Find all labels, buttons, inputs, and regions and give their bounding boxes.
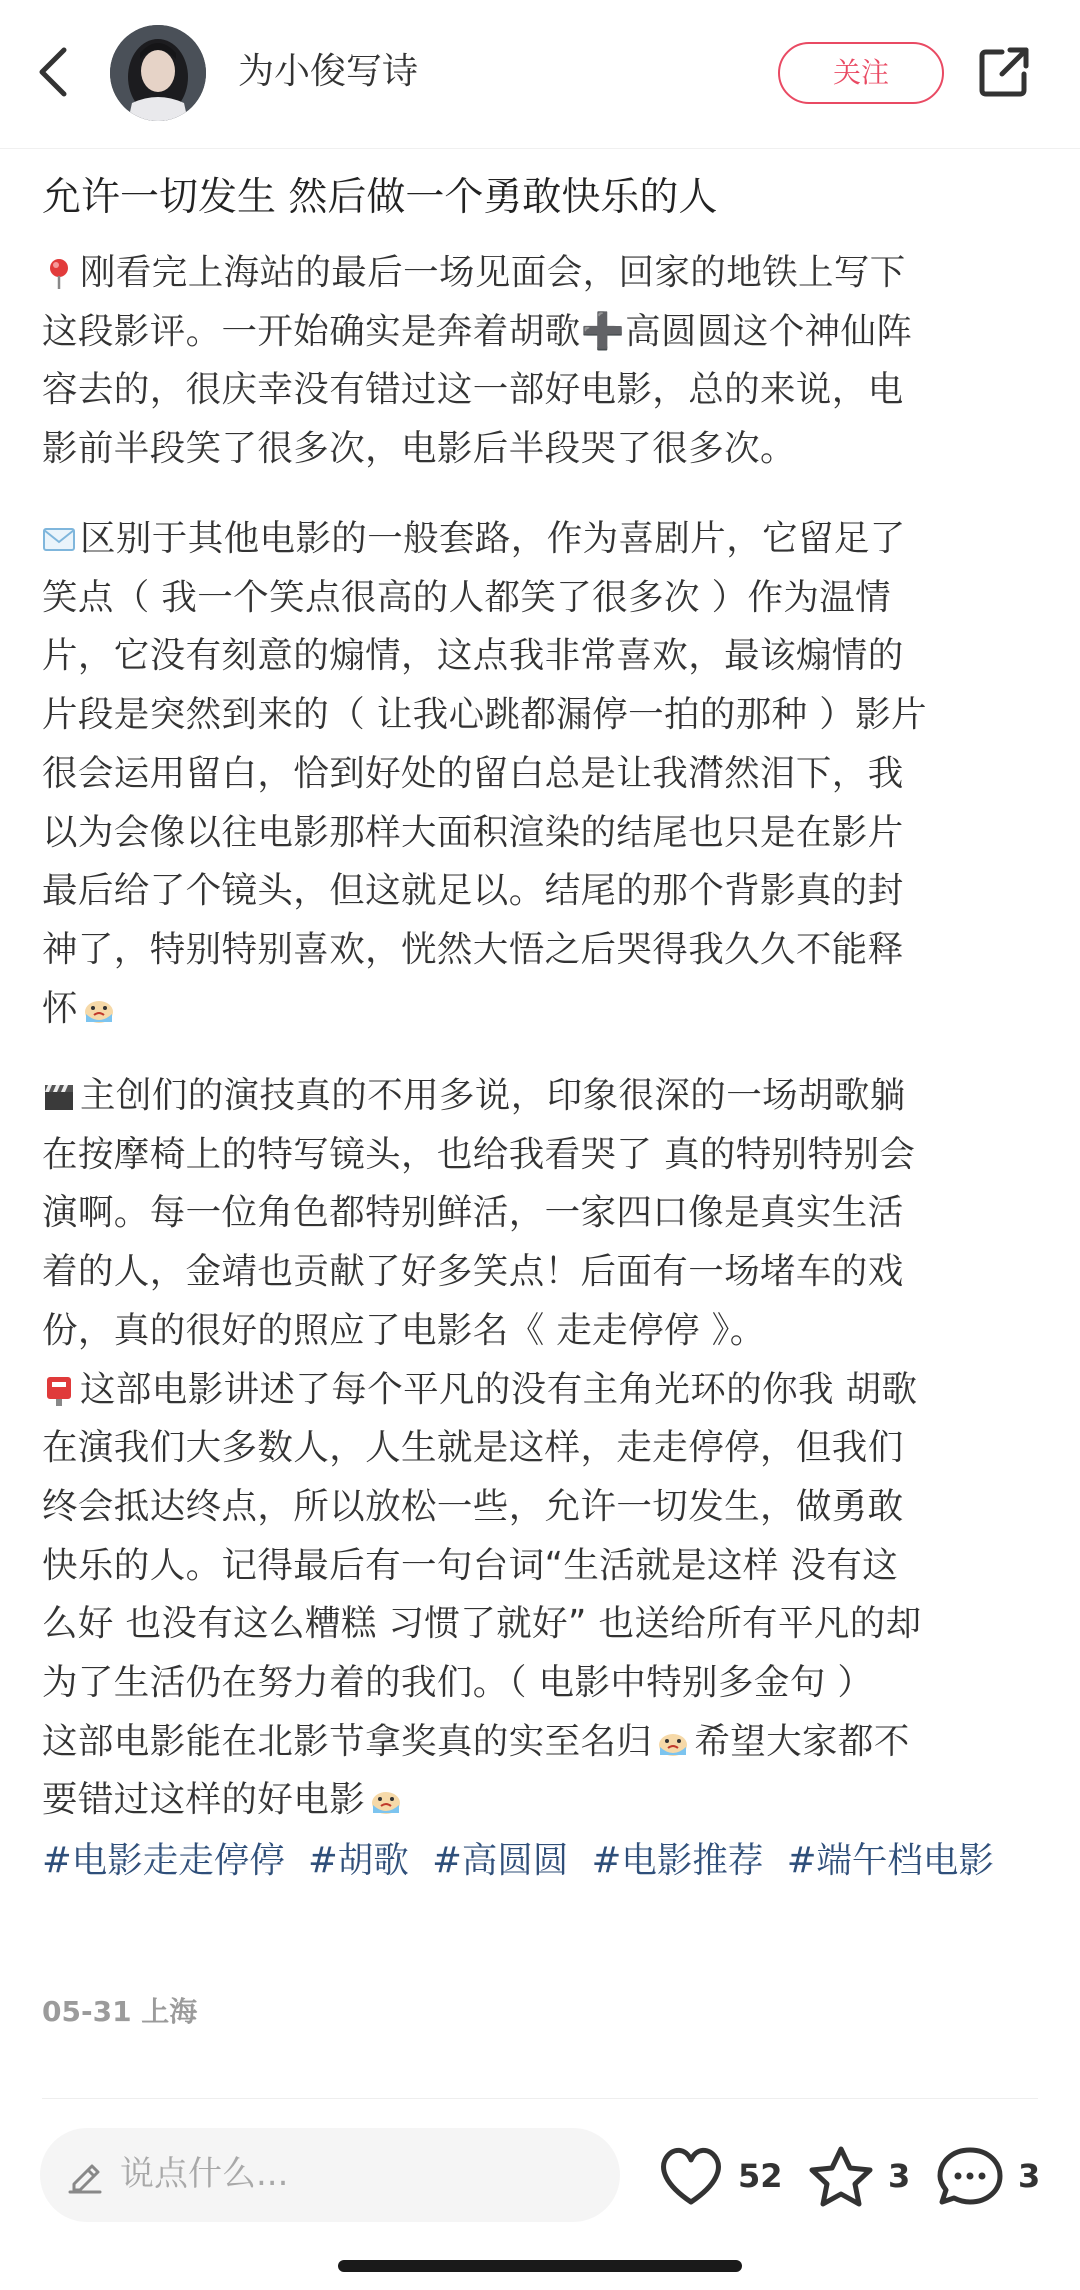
hashtag-link[interactable]: #胡歌: [308, 1840, 409, 1881]
post-paragraph: [42, 1067, 1042, 1830]
comment-count: 3: [1018, 2157, 1041, 2195]
comment-button[interactable]: [934, 2140, 1044, 2212]
home-indicator: [338, 2260, 742, 2272]
crying-emoji-icon: [369, 1777, 403, 1811]
comment-bubble-icon: [934, 2144, 1006, 2208]
clapper-emoji-icon: [42, 1073, 76, 1107]
star-icon: [806, 2144, 876, 2208]
divider: [42, 2098, 1038, 2099]
envelope-emoji-icon: [42, 516, 76, 550]
pin-emoji-icon: [42, 250, 76, 284]
hashtag-link[interactable]: #电影推荐: [591, 1840, 764, 1881]
comment-placeholder: 说点什么...: [120, 2154, 289, 2194]
hashtag-link[interactable]: #电影走走停停: [42, 1840, 285, 1881]
paragraph-text: 刚看完上海站的最后一场见面会，回家的地铁上写下 这段影评。一开始确实是奔着胡歌➕高圆圆这个神仙阵 容去的，很庆幸没有错过这一部好电影，总的来说，电 影前半段笑了很多次，电影后半段哭了很多次。: [42, 252, 913, 470]
follow-button[interactable]: 关注: [778, 42, 944, 104]
tag-list: [42, 1832, 1042, 1891]
hashtag-link[interactable]: #高圆圆: [432, 1840, 569, 1881]
back-arrow-icon[interactable]: [30, 44, 80, 100]
mailbox-emoji-icon: [42, 1367, 76, 1401]
crying-emoji-icon: [656, 1719, 690, 1753]
paragraph-text: 这部电影讲述了每个平凡的没有主角光环的你我 胡歌 在演我们大多数人，人生就是这样，走走停停，但我们 终会抵达终点，所以放松一些，允许一切发生，做勇敢 快乐的人。记得最后有一句台词“生活就是这样 没有这 么好 也没有这么糟糕 习惯了就好” 也送给所有平凡的却 为了生活仍在努力着的我们。（ 电影中特别多金句 ） 这部电影能在北影节拿奖真的实至名归: [42, 1368, 922, 1762]
top-navigation-bar: [0, 0, 1080, 149]
collect-button[interactable]: [806, 2140, 916, 2212]
paragraph-text: 区别于其他电影的一般套路，作为喜剧片，它留足了 笑点（ 我一个笑点很高的人都笑了很多次 ）作为温情 片，它没有刻意的煽情，这点我非常喜欢，最该煽情的 片段是突然到来的（ 让我心跳都漏停一拍的那种 ）影片 很会运用留白，恰到好处的留白总是让我潸然泪下，我 以为会像以往电影那样大面积渲染的结尾也只是在影片 最后给了个镜头，但这就足以。结尾的那个背影真的封 神了，特别特别喜欢，恍然大悟之后哭得我久久不能释 怀: [42, 518, 927, 1029]
crying-emoji-icon: [82, 986, 116, 1020]
pencil-icon: [66, 2156, 104, 2194]
post-paragraph: [42, 244, 1042, 479]
paragraph-text: 主创们的演技真的不用多说，印象很深的一场胡歌躺 在按摩椅上的特写镜头，也给我看哭了 真的特别特别会 演啊。每一位角色都特别鲜活，一家四口像是真实生活 着的人，金靖也贡献了好多笑点！后面有一场堵车的戏 份，真的很好的照应了电影名《 走走停停 》。: [42, 1075, 916, 1351]
post-title: 允许一切发生 然后做一个勇敢快乐的人: [42, 175, 718, 220]
hashtag-link[interactable]: #端午档电影: [786, 1840, 994, 1881]
collect-count: 3: [888, 2157, 911, 2195]
comment-input[interactable]: [40, 2128, 620, 2222]
author-name[interactable]: 为小俊写诗: [238, 51, 419, 92]
share-icon[interactable]: [976, 44, 1032, 100]
like-button[interactable]: [656, 2140, 786, 2212]
author-avatar[interactable]: [110, 25, 206, 121]
paragraph-text: 希望大家都不 要错过这样的好电影: [42, 1720, 910, 1821]
like-count: 52: [738, 2157, 783, 2195]
post-paragraph: [42, 510, 1042, 1038]
heart-icon: [656, 2144, 726, 2208]
post-date-location: 05-31 上海: [42, 1995, 198, 2028]
